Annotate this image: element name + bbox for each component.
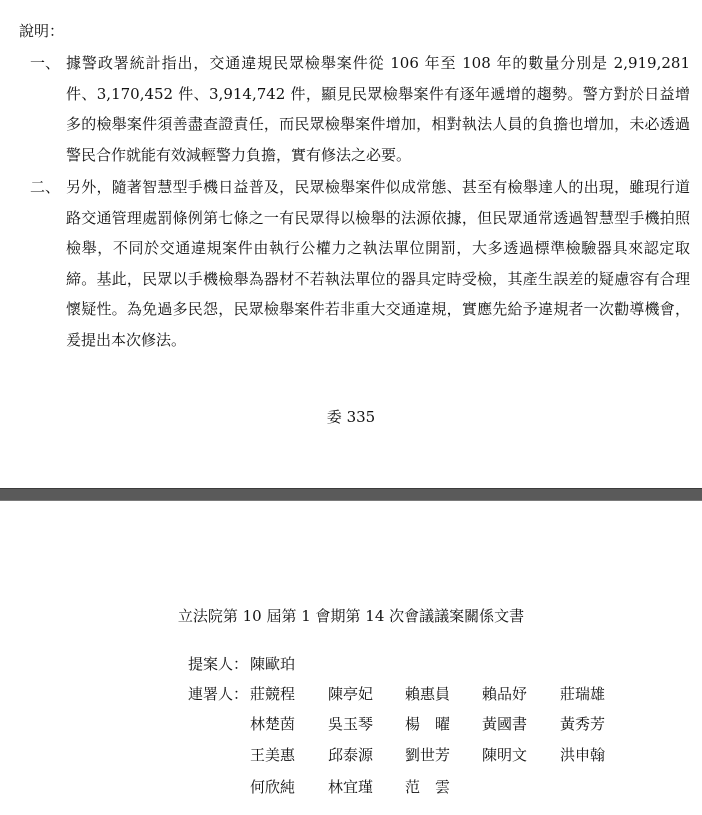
cosigner-name: 王美惠 [250, 746, 296, 764]
document-page-lower [0, 501, 702, 815]
cosigner-name: 劉世芳 [405, 746, 451, 764]
cosigner-name: 莊瑞雄 [560, 685, 606, 703]
cosigner-name: 林楚茵 [250, 715, 296, 733]
paragraph-number: 一、 [30, 54, 61, 72]
cosigner-name: 邱泰源 [328, 746, 374, 764]
cosigner-name: 黃國書 [482, 715, 528, 733]
cosigner-name: 陳明文 [482, 746, 528, 764]
cosigner-name: 洪申翰 [560, 746, 606, 764]
cosigner-name: 黃秀芳 [560, 715, 606, 733]
page-separator [0, 488, 702, 501]
cosigner-name: 陳亭妃 [328, 685, 374, 703]
section-heading: 說明： [19, 22, 65, 40]
explanation-paragraph-1 [30, 48, 690, 170]
proposer-label: 提案人： [188, 655, 249, 673]
cosigner-name: 林宜瑾 [328, 778, 374, 796]
page-number: 委 335 [326, 408, 376, 426]
cosigner-name: 賴惠員 [405, 685, 451, 703]
cosigner-name: 賴品妤 [482, 685, 528, 703]
explanation-paragraph-2 [30, 172, 690, 355]
cosigner-name: 吳玉琴 [328, 715, 374, 733]
cosigner-name: 楊 曜 [405, 715, 451, 733]
proposer-name: 陳歐珀 [250, 655, 296, 673]
paragraph-number: 二、 [30, 178, 61, 196]
cosigner-name: 莊競程 [250, 685, 296, 703]
cosigner-name: 何欣純 [250, 778, 296, 796]
paragraph-text: 據警政署統計指出，交通違規民眾檢舉案件從 106 年至 108 年的數量分別是 2,919,281 件、3,170,452 件、3,914,742 件，顯見民眾檢舉案件有逐年遞增的趨勢。警方對於日益增多的檢舉案件須善盡查證責任，而民眾檢舉案件增加，相對執法人員的負擔也增加，未必透過警民合作就能有效減輕警力負擔，實有修法之必要。 [66, 54, 690, 164]
paragraph-text: 另外，隨著智慧型手機日益普及，民眾檢舉案件似成常態、甚至有檢舉達人的出現，雖現行道路交通管理處罰條例第七條之一有民眾得以檢舉的法源依據，但民眾通常透過智慧型手機拍照檢舉，不同於交通違規案件由執行公權力之執法單位開罰，大多透過標準檢驗器具來認定取締。基此，民眾以手機檢舉為器材不若執法單位的器具定時受檢，其產生誤差的疑慮容有合理懷疑性。為免過多民怨，民眾檢舉案件若非重大交通違規，實應先給予違規者一次勸導機會，爰提出本次修法。 [66, 178, 690, 349]
cosigner-label: 連署人： [188, 685, 249, 703]
cosigner-name: 范 雲 [405, 778, 451, 796]
document-header: 立法院第 10 屆第 1 會期第 14 次會議議案關係文書 [177, 607, 525, 625]
